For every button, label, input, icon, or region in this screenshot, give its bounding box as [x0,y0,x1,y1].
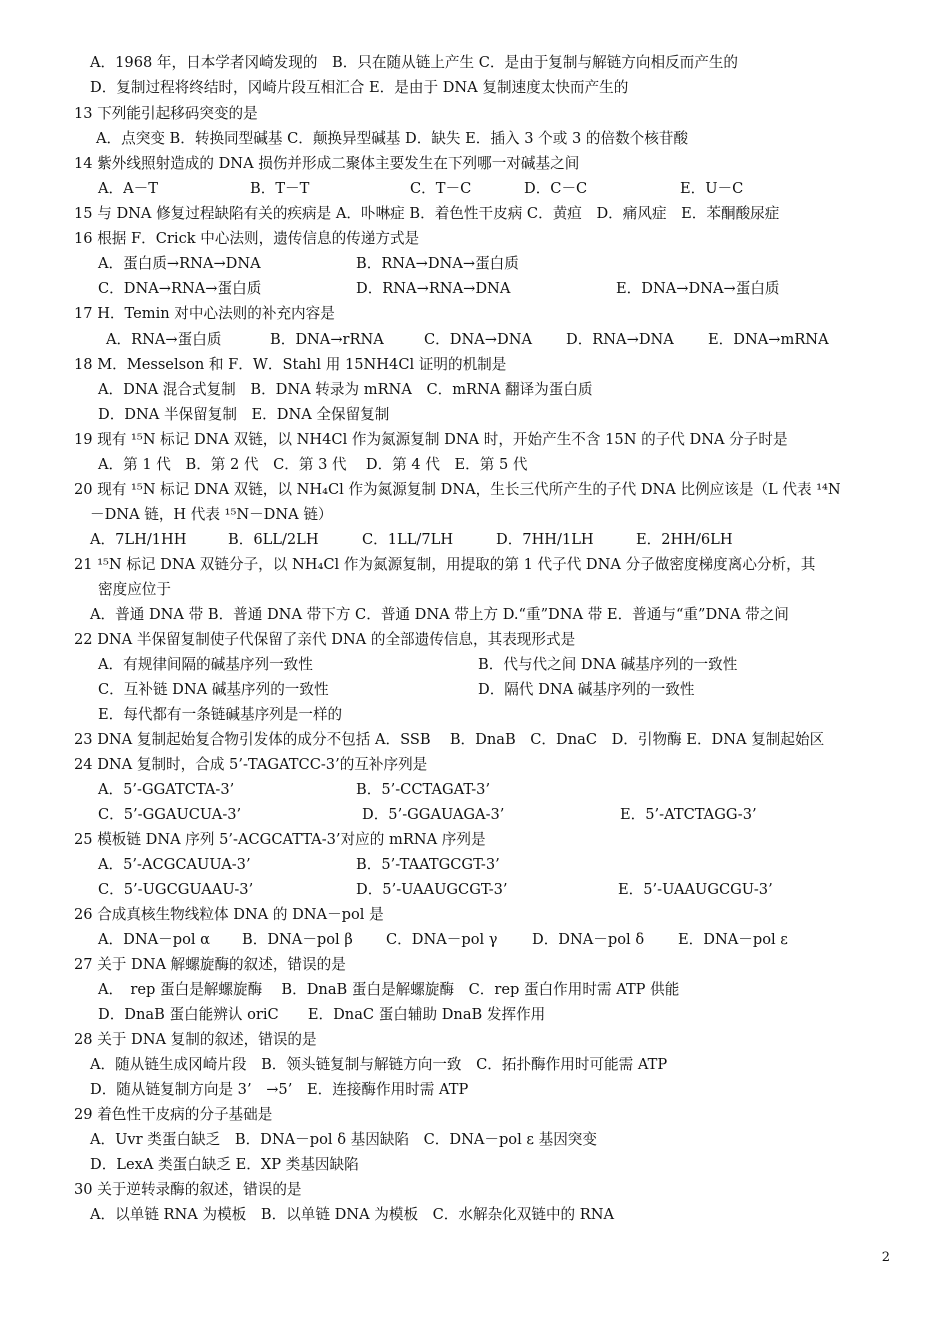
line-segment: D．DnaB 蛋白能辨认 oriC E．DnaC 蛋白辅助 DnaB 发挥作用 [98,1006,546,1023]
text-line [98,254,519,274]
text-line [98,980,679,1000]
line-segment: A．7LH/1HH [90,531,187,548]
text-line [98,805,757,825]
line-segment: C．DNA－pol γ [386,931,498,948]
line-segment: A．RNA→蛋白质 [106,331,222,348]
text-line [74,1105,272,1125]
page-number: 2 [881,1250,890,1265]
line-segment: B．DNA→rRNA [270,331,384,348]
line-segment: 24 DNA 复制时，合成 5’-TAGATCC-3’的互补序列是 [74,756,428,773]
text-line [90,505,333,525]
line-segment: 28 关于 DNA 复制的叙述，错误的是 [74,1031,317,1048]
line-segment: 22 DNA 半保留复制使子代保留了亲代 DNA 的全部遗传信息，其表现形式是 [74,631,576,648]
text-line [98,179,743,199]
text-line [90,78,628,98]
line-segment: B．DNA－pol β [242,931,353,948]
line-segment: C．5’-UGCGUAAU-3’ [98,881,254,898]
line-segment: E．DNA→DNA→蛋白质 [616,280,780,297]
line-segment: A．点突变 B．转换同型碱基 C．颠换异型碱基 D．缺失 E．插入 3 个或 3 的倍数个核苷酸 [96,130,689,147]
line-segment: C．DNA→DNA [424,331,533,348]
line-segment: A．5’-GGATCTA-3’ [98,781,235,798]
text-line [98,455,528,475]
line-segment: E．5’-ATCTAGG-3’ [620,806,757,823]
text-line [90,1205,614,1225]
line-segment: D．7HH/1LH [496,531,594,548]
line-segment: 18 M．Messelson 和 F．W．Stahl 用 15NH4Cl 证明的机制是 [74,356,507,373]
text-line [106,330,829,350]
line-segment: E．U－C [680,180,744,197]
line-segment: E．DNA－pol ε [678,931,788,948]
line-segment: D．随从链复制方向是 3’ →5’ E．连接酶作用时需 ATP [90,1081,469,1098]
line-segment: 14 紫外线照射造成的 DNA 损伤并形成二聚体主要发生在下列哪一对碱基之间 [74,155,580,172]
line-segment: A．普通 DNA 带 B．普通 DNA 带下方 C．普通 DNA 带上方 D.“重”DNA 带 E．普通与“重”DNA 带之间 [90,606,789,623]
text-line [74,229,419,249]
line-segment: 15 与 DNA 修复过程缺陷有关的疾病是 A．卟啉症 B．着色性干皮病 C．黄疸 D．痛风症 E．苯酮酸尿症 [74,205,780,222]
line-segment: B．T－T [250,180,310,197]
line-segment: C．1LL/7LH [362,531,454,548]
line-segment: D．5’-GGAUAGA-3’ [362,806,505,823]
text-line [98,855,500,875]
line-segment: D．RNA→RNA→DNA [356,280,511,297]
text-line [96,129,688,149]
text-line [98,655,737,675]
text-line [74,830,486,850]
line-segment: E．5’-UAAUGCGU-3’ [618,881,773,898]
line-segment: 13 下列能引起移码突变的是 [74,105,258,122]
text-line [74,630,575,650]
line-segment: A． rep 蛋白是解螺旋酶 B．DnaB 蛋白是解螺旋酶 C．rep 蛋白作用时需 ATP 供能 [98,981,680,998]
line-segment: 密度应位于 [98,581,171,598]
line-segment: 26 合成真核生物线粒体 DNA 的 DNA－pol 是 [74,906,384,923]
text-line [74,755,427,775]
line-segment: A．5’-ACGCAUUA-3’ [98,856,251,873]
line-segment: A．第 1 代 B．第 2 代 C．第 3 代 D．第 4 代 E．第 5 代 [98,456,528,473]
line-segment: E．2HH/6LH [636,531,733,548]
line-segment: E．每代都有一条链碱基序列是一样的 [98,706,343,723]
line-segment: C．5’-GGAUCUA-3’ [98,806,242,823]
line-segment: B．RNA→DNA→蛋白质 [356,255,519,272]
line-segment: A．Uvr 类蛋白缺乏 B．DNA－pol δ 基因缺陷 C．DNA－pol ε 基因突变 [90,1131,597,1148]
line-segment: D．DNA－pol δ [532,931,645,948]
text-line [98,705,342,725]
line-segment: B．5’-CCTAGAT-3’ [356,781,491,798]
line-segment: 30 关于逆转录酶的叙述，错误的是 [74,1181,302,1198]
line-segment: 27 关于 DNA 解螺旋酶的叙述，错误的是 [74,956,346,973]
line-segment: D．DNA 半保留复制 E．DNA 全保留复制 [98,406,390,423]
line-segment: A．A－T [98,180,158,197]
text-line [74,555,815,575]
line-segment: A．DNA 混合式复制 B．DNA 转录为 mRNA C．mRNA 翻译为蛋白质 [98,381,593,398]
text-line [74,430,788,450]
line-segment: D．隔代 DNA 碱基序列的一致性 [478,681,695,698]
text-line [90,1130,597,1150]
line-segment: D．RNA→DNA [566,331,674,348]
line-segment: C．DNA→RNA→蛋白质 [98,280,262,297]
line-segment: 17 H．Temin 对中心法则的补充内容是 [74,305,335,322]
line-segment: 19 现有 ¹⁵N 标记 DNA 双链，以 NH4Cl 作为氮源复制 DNA 时，开始产生不含 15N 的子代 DNA 分子时是 [74,431,788,448]
line-segment: D．复制过程将终结时，冈崎片段互相汇合 E．是由于 DNA 复制速度太快而产生的 [90,79,629,96]
text-line [74,480,841,500]
text-line [74,304,335,324]
text-line [98,380,593,400]
text-line [74,104,258,124]
line-segment: A．DNA－pol α [98,931,211,948]
line-segment: 23 DNA 复制起始复合物引发体的成分不包括 A．SSB B．DnaB C．DnaC D．引物酶 E．DNA 复制起始区 [74,731,825,748]
text-line [90,1155,359,1175]
line-segment: －DNA 链，H 代表 ¹⁵N－DNA 链） [90,506,333,523]
line-segment: E．DNA→mRNA [708,331,829,348]
text-line [74,730,824,750]
line-segment: D．LexA 类蛋白缺乏 E．XP 类基因缺陷 [90,1156,359,1173]
line-segment: 21 ¹⁵N 标记 DNA 双链分子，以 NH₄Cl 作为氮源复制，用提取的第 1 代子代 DNA 分子做密度梯度离心分析，其 [74,556,816,573]
text-line [90,605,789,625]
text-line [90,530,733,550]
line-segment: C．互补链 DNA 碱基序列的一致性 [98,681,329,698]
line-segment: D．C－C [524,180,588,197]
text-line [74,154,579,174]
text-line [98,680,695,700]
text-line [74,204,779,224]
line-segment: A．以单链 RNA 为模板 B．以单链 DNA 为模板 C．水解杂化双链中的 RNA [90,1206,615,1223]
line-segment: A．1968 年，日本学者冈崎发现的 B．只在随从链上产生 C．是由于复制与解链方向相反而产生的 [90,54,739,71]
line-segment: 20 现有 ¹⁵N 标记 DNA 双链，以 NH₄Cl 作为氮源复制 DNA，生长三代所产生的子代 DNA 比例应该是（L 代表 ¹⁴N [74,481,841,498]
text-line [74,355,506,375]
line-segment: B．6LL/2LH [228,531,319,548]
line-segment: 29 着色性干皮病的分子基础是 [74,1106,273,1123]
text-line [98,880,773,900]
line-segment: C．T－C [410,180,472,197]
text-line [90,53,738,73]
text-line [98,930,788,950]
line-segment: D．5’-UAAUGCGT-3’ [356,881,508,898]
text-line [74,955,346,975]
text-line [98,780,490,800]
line-segment: A．随从链生成冈崎片段 B．领头链复制与解链方向一致 C．拓扑酶作用时可能需 ATP [90,1056,668,1073]
line-segment: B．5’-TAATGCGT-3’ [356,856,500,873]
text-line [98,1005,545,1025]
text-line [74,1030,317,1050]
text-line [98,279,780,299]
text-line [98,580,171,600]
text-line [74,1180,302,1200]
line-segment: A．有规律间隔的碱基序列一致性 [98,656,313,673]
text-line [90,1080,468,1100]
text-line [74,905,384,925]
line-segment: A．蛋白质→RNA→DNA [98,255,261,272]
line-segment: 16 根据 F．Crick 中心法则，遗传信息的传递方式是 [74,230,420,247]
text-line [98,405,389,425]
text-line [90,1055,667,1075]
line-segment: 25 模板链 DNA 序列 5’-ACGCATTA-3’对应的 mRNA 序列是 [74,831,486,848]
line-segment: B．代与代之间 DNA 碱基序列的一致性 [478,656,738,673]
